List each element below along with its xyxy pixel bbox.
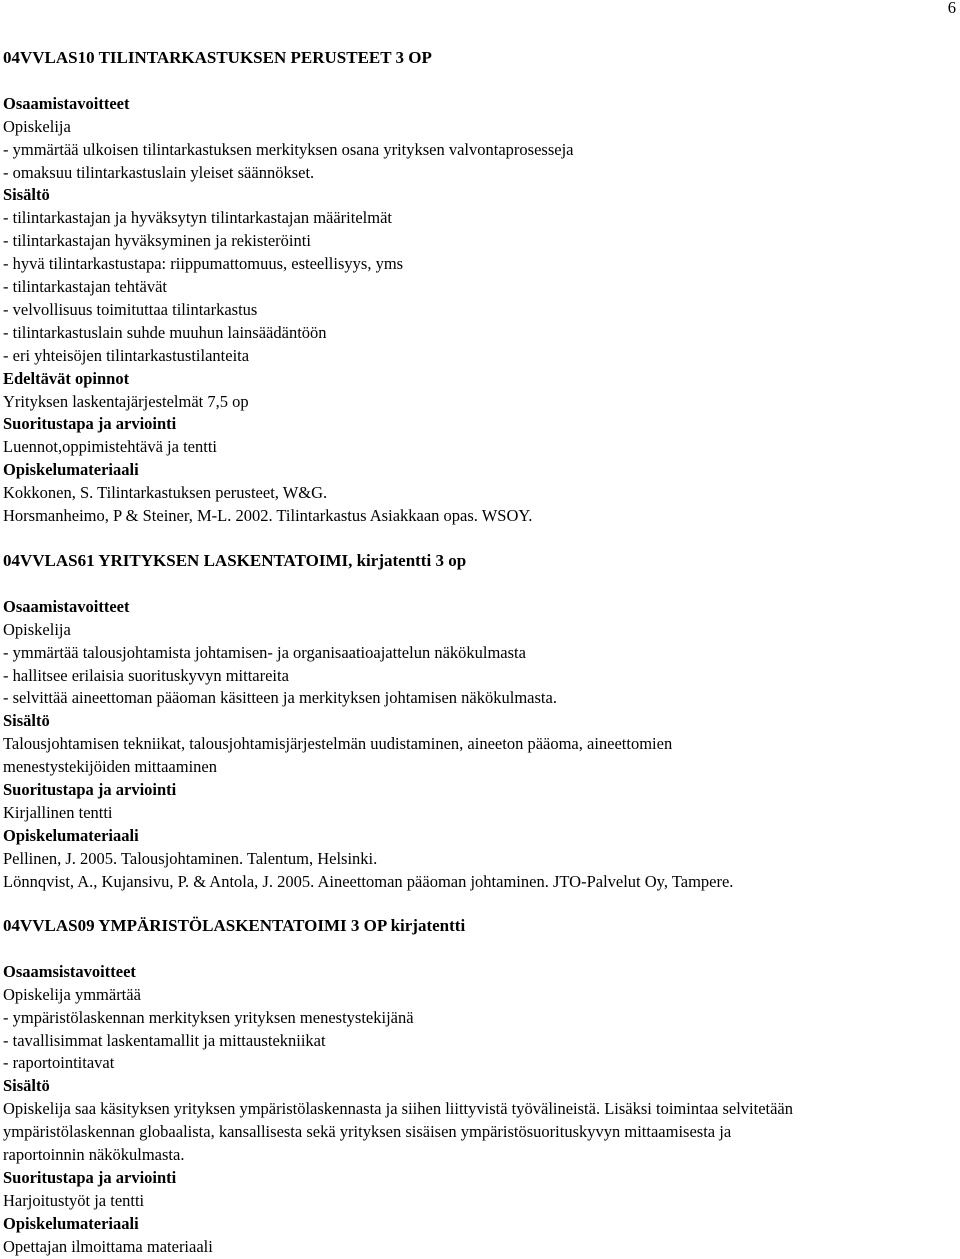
objectives-heading: Osaamsistavoitteet xyxy=(3,961,136,981)
objectives-line: Opiskelija xyxy=(3,619,71,639)
material-line: Pellinen, J. 2005. Talousjohtaminen. Talentum, Helsinki. xyxy=(3,848,378,868)
content-line: - eri yhteisöjen tilintarkastustilanteita xyxy=(3,345,250,365)
content-line: ympäristölaskennan globaalista, kansallisesta sekä yrityksen sisäisen ympäristösuorituskyvyn mittaamisesta ja xyxy=(3,1122,732,1142)
course-section-ymparistolaskentatoimi xyxy=(3,915,793,1259)
content-line: - tilintarkastajan hyväksyminen ja rekisteröinti xyxy=(3,231,311,251)
method-line: Harjoitustyöt ja tentti xyxy=(3,1190,145,1210)
material-heading: Opiskelumateriaali xyxy=(3,825,139,845)
page-number: 6 xyxy=(947,0,956,17)
course-section-laskentatoimi xyxy=(3,550,733,894)
material-line: Lönnqvist, A., Kujansivu, P. & Antola, J. 2005. Aineettoman pääoman johtaminen. JTO-Palvelut Oy, Tampere. xyxy=(3,871,734,891)
content-heading: Sisältö xyxy=(3,711,50,731)
content-heading: Sisältö xyxy=(3,1076,50,1096)
method-heading: Suoritustapa ja arviointi xyxy=(3,1167,177,1187)
objectives-line: Opiskelija xyxy=(3,116,71,136)
objectives-line: - omaksuu tilintarkastuslain yleiset säännökset. xyxy=(3,162,315,182)
objectives-heading: Osaamistavoitteet xyxy=(3,596,130,616)
method-line: Kirjallinen tentti xyxy=(3,802,113,822)
content-line: - velvollisuus toimituttaa tilintarkastus xyxy=(3,299,258,319)
content-line: menestystekijöiden mittaaminen xyxy=(3,757,217,777)
method-heading: Suoritustapa ja arviointi xyxy=(3,414,177,434)
material-line: Kokkonen, S. Tilintarkastuksen perusteet, W&G. xyxy=(3,483,328,503)
objectives-line: - ympäristölaskennan merkityksen yrityksen menestystekijänä xyxy=(3,1007,414,1027)
content-line: - hyvä tilintarkastustapa: riippumattomuus, esteellisyys, yms xyxy=(3,254,404,274)
course-title: 04VVLAS10 TILINTARKASTUKSEN PERUSTEET 3 OP xyxy=(3,48,432,67)
course-title: 04VVLAS09 YMPÄRISTÖLASKENTATOIMI 3 OP kirjatentti xyxy=(3,916,466,935)
content-line: Opiskelija saa käsityksen yrityksen ympäristölaskennasta ja siihen liittyvistä työvälineistä. Lisäksi toimintaa selvitetään xyxy=(3,1099,794,1119)
objectives-line: - tavallisimmat laskentamallit ja mittaustekniikat xyxy=(3,1030,326,1050)
content-heading: Sisältö xyxy=(3,185,50,205)
objectives-line: - hallitsee erilaisia suorituskyvyn mittareita xyxy=(3,665,289,685)
material-line: Opettajan ilmoittama materiaali xyxy=(3,1236,213,1256)
method-heading: Suoritustapa ja arviointi xyxy=(3,780,177,800)
objectives-line: - ymmärtää talousjohtamista johtamisen- ja organisaatioajattelun näkökulmasta xyxy=(3,642,526,662)
material-line: Horsmanheimo, P & Steiner, M-L. 2002. Tilintarkastus Asiakkaan opas. WSOY. xyxy=(3,506,533,526)
objectives-heading: Osaamistavoitteet xyxy=(3,93,130,113)
course-section-tilintarkastus xyxy=(3,47,573,528)
objectives-line: - raportointitavat xyxy=(3,1053,115,1073)
objectives-line: - ymmärtää ulkoisen tilintarkastuksen merkityksen osana yrityksen valvontaprosesseja xyxy=(3,139,574,159)
material-heading: Opiskelumateriaali xyxy=(3,460,139,480)
content-line: raportoinnin näkökulmasta. xyxy=(3,1145,185,1165)
content-line: Talousjohtamisen tekniikat, talousjohtamisjärjestelmän uudistaminen, aineeton pääoma, aineettomien xyxy=(3,734,673,754)
content-line: - tilintarkastajan ja hyväksytyn tilintarkastajan määritelmät xyxy=(3,208,392,228)
prerequisites-line: Yrityksen laskentajärjestelmät 7,5 op xyxy=(3,391,249,411)
course-title: 04VVLAS61 YRITYKSEN LASKENTATOIMI, kirjatentti 3 op xyxy=(3,551,467,570)
prerequisites-heading: Edeltävät opinnot xyxy=(3,368,130,388)
method-line: Luennot,oppimistehtävä ja tentti xyxy=(3,437,217,457)
objectives-line: - selvittää aineettoman pääoman käsitteen ja merkityksen johtamisen näkökulmasta. xyxy=(3,688,557,708)
objectives-line: Opiskelija ymmärtää xyxy=(3,984,141,1004)
content-line: - tilintarkastajan tehtävät xyxy=(3,277,168,297)
material-heading: Opiskelumateriaali xyxy=(3,1213,139,1233)
content-line: - tilintarkastuslain suhde muuhun lainsäädäntöön xyxy=(3,322,327,342)
